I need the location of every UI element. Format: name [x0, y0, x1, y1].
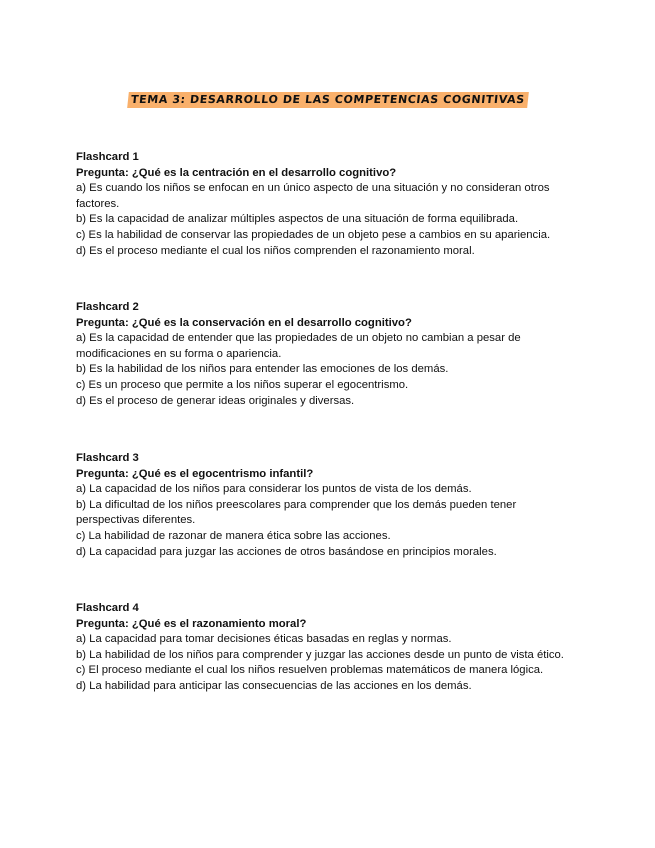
flashcard-option-c: c) Es un proceso que permite a los niños superar el egocentrismo.: [76, 378, 409, 391]
flashcard-question: Pregunta: ¿Qué es el egocentrismo infantil?: [76, 467, 314, 480]
flashcard-heading: Flashcard 1: [76, 151, 139, 163]
flashcard-option-a: a) Es la capacidad de entender que las propiedades de un objeto no cambian a pesar de modificaciones en su forma o apariencia.: [76, 332, 521, 360]
flashcard-option-d: d) Es el proceso de generar ideas originales y diversas.: [76, 394, 355, 407]
flashcard-option-d: d) La habilidad para anticipar las consecuencias de las acciones en los demás.: [76, 679, 472, 692]
flashcard-option-b: b) La habilidad de los niños para comprender y juzgar las acciones desde un punto de vista ético.: [76, 648, 564, 661]
flashcard-option-b: b) Es la capacidad de analizar múltiples aspectos de una situación de forma equilibrada.: [76, 213, 519, 226]
flashcard-option-b: b) La dificultad de los niños preescolares para comprender que los demás pueden tener perspectivas diferentes.: [76, 498, 517, 527]
flashcard-1: [76, 150, 576, 259]
flashcard-option-a: a) La capacidad de los niños para considerar los puntos de vista de los demás.: [76, 483, 472, 496]
flashcard-2: [76, 300, 576, 409]
flashcard-heading: Flashcard 4: [76, 602, 139, 614]
flashcard-option-d: d) Es el proceso mediante el cual los niños comprenden el razonamiento moral.: [76, 244, 475, 257]
flashcard-heading: Flashcard 2: [76, 301, 139, 313]
flashcard-question: Pregunta: ¿Qué es la centración en el desarrollo cognitivo?: [76, 166, 397, 179]
flashcard-3: [76, 451, 576, 560]
flashcard-option-c: c) El proceso mediante el cual los niños resuelven problemas matemáticos de manera lógica.: [76, 664, 544, 677]
flashcard-option-c: c) La habilidad de razonar de manera ética sobre las acciones.: [76, 529, 391, 542]
flashcard-question: Pregunta: ¿Qué es la conservación en el desarrollo cognitivo?: [76, 316, 412, 329]
flashcard-option-b: b) Es la habilidad de los niños para entender las emociones de los demás.: [76, 363, 449, 376]
title-wrapper: [0, 90, 655, 108]
flashcard-heading: Flashcard 3: [76, 452, 139, 464]
flashcard-option-a: a) La capacidad para tomar decisiones éticas basadas en reglas y normas.: [76, 633, 452, 646]
flashcard-option-d: d) La capacidad para juzgar las acciones de otros basándose en principios morales.: [76, 545, 497, 558]
flashcard-4: [76, 601, 576, 695]
flashcard-option-c: c) Es la habilidad de conservar las propiedades de un objeto pese a cambios en su apariencia.: [76, 228, 551, 241]
flashcard-question: Pregunta: ¿Qué es el razonamiento moral?: [76, 617, 307, 630]
document-title: TEMA 3: DESARROLLO DE LAS COMPETENCIAS COGNITIVAS: [127, 92, 528, 108]
flashcard-option-a: a) Es cuando los niños se enfocan en un único aspecto de una situación y no consideran otros factores.: [76, 182, 550, 210]
